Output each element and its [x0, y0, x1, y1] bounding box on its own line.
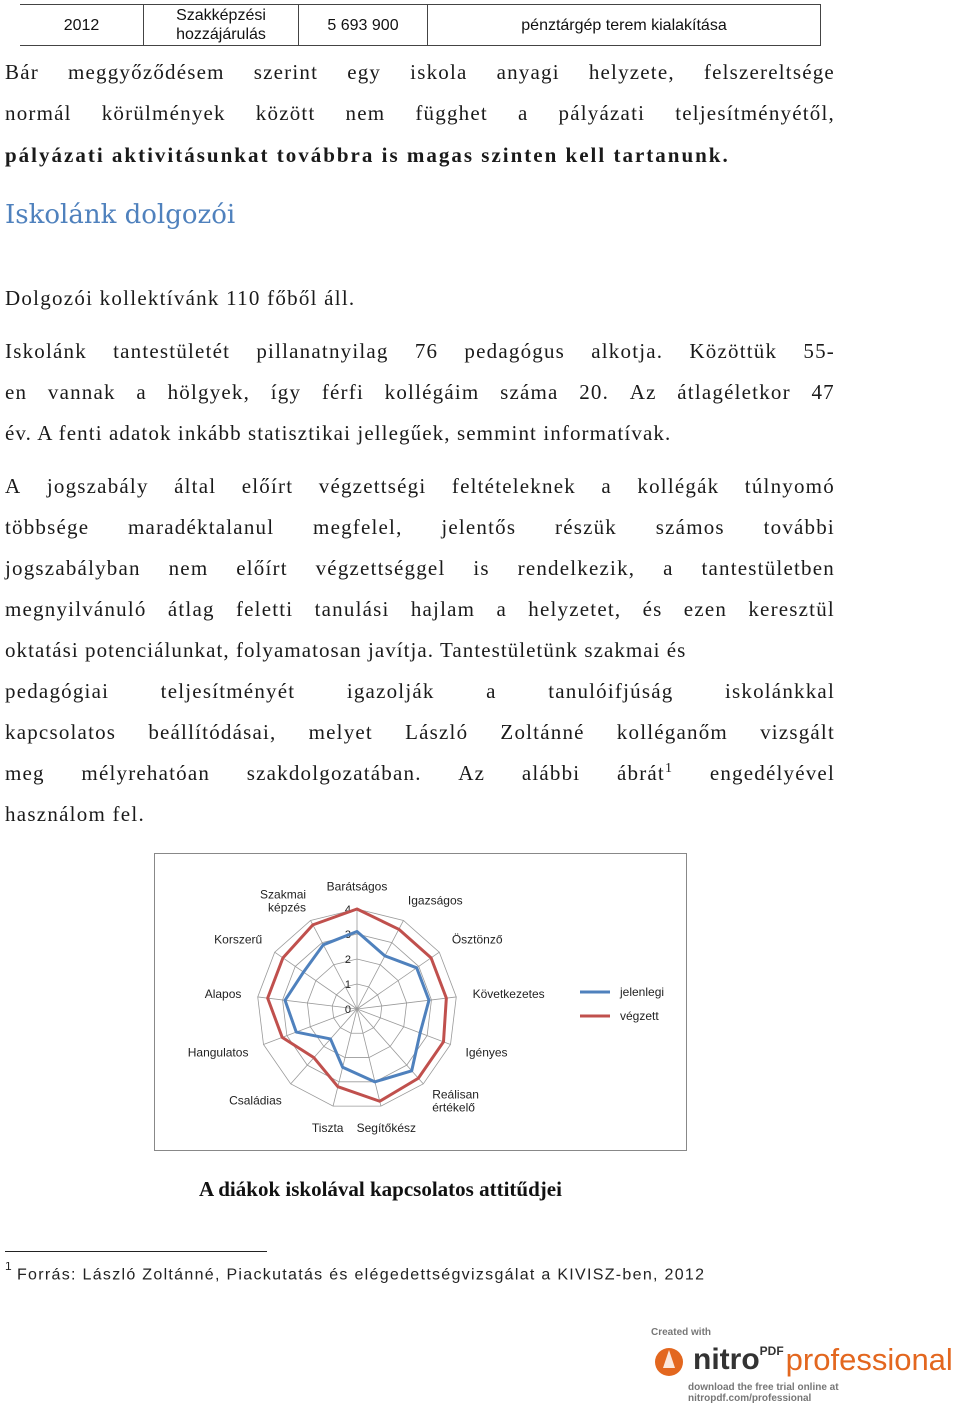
header-purpose: pénztárgép terem kialakítása — [428, 5, 821, 46]
word: kollégáim — [384, 380, 480, 404]
word: meggyőződésem — [67, 60, 225, 84]
paragraph2-line6 — [5, 679, 835, 704]
word: körülmények — [101, 101, 226, 125]
word: pályázati — [558, 101, 646, 125]
radar-chart — [155, 854, 686, 1150]
word: vizsgált — [760, 720, 835, 744]
category-label — [452, 932, 503, 946]
word: túlnyomó — [744, 474, 835, 498]
word: is — [473, 556, 490, 580]
word: Iskolánk — [5, 339, 87, 363]
word: így — [270, 380, 302, 404]
word: számos — [655, 515, 725, 539]
word: megfelel, — [313, 515, 403, 539]
word: átlag — [167, 597, 215, 621]
word: pedagógus — [464, 339, 566, 363]
word: többsége — [5, 515, 90, 539]
tick-label: 2 — [344, 954, 351, 966]
category-label — [357, 1121, 416, 1135]
word: igazolják — [346, 679, 435, 703]
data-point — [384, 955, 386, 957]
category-label-line: Korszerű — [214, 932, 263, 947]
paragraph1-line1 — [5, 60, 835, 85]
paragraph2-line3 — [5, 556, 835, 581]
data-point — [415, 967, 417, 969]
category-label — [466, 1045, 508, 1059]
watermark-brand: nitro — [693, 1343, 760, 1376]
data-point — [428, 999, 430, 1001]
word: rendelkezik, — [517, 556, 636, 580]
staff-line2 — [5, 380, 835, 405]
word: anyagi — [496, 60, 560, 84]
footnote-ref[interactable]: 1 — [664, 761, 674, 776]
data-point — [356, 908, 358, 910]
data-point — [430, 957, 432, 959]
paragraph2-line8 — [5, 761, 835, 786]
watermark-logo — [651, 1340, 953, 1380]
radar-chart-frame — [154, 853, 687, 1151]
word: által — [174, 474, 217, 498]
word: pedagógiai — [5, 679, 110, 703]
paragraph2-line4 — [5, 597, 835, 622]
word: 47 — [811, 380, 835, 404]
word: a — [486, 679, 497, 703]
grid-spoke — [357, 1009, 451, 1044]
word: előírt — [241, 474, 294, 498]
word: A — [5, 474, 22, 498]
category-label-line: Szakmai — [260, 887, 307, 902]
header-amount: 5 693 900 — [299, 5, 428, 46]
footnote-text: Forrás: László Zoltánné, Piackutatás és elégedettségvizsgálat a KIVISZ-ben, 2012 — [16, 1266, 706, 1284]
paragraph2-line5: oktatási potenciálunkat, folyamatosan javítja. Tantestületünk szakmai és — [5, 638, 687, 662]
word: nem — [168, 556, 209, 580]
legend-label: jelenlegi — [620, 985, 665, 999]
category-label — [229, 1094, 282, 1108]
header-year: 2012 — [20, 5, 144, 46]
category-label-line: Igényes — [465, 1045, 508, 1060]
word: vannak — [47, 380, 116, 404]
word: keresztül — [748, 597, 835, 621]
word: jogszabályban — [5, 556, 141, 580]
data-point — [266, 997, 268, 999]
category-label-line: Alapos — [204, 987, 242, 1002]
word: teljesítményétől, — [675, 101, 835, 125]
tick-label: 1 — [344, 979, 351, 991]
word: a — [601, 474, 612, 498]
paragraph1-line3: pályázati aktivitásunkat továbbra is magas szinten kell tartanunk. — [5, 143, 730, 167]
paragraph1-line2 — [5, 101, 835, 126]
word: kolléganőm — [616, 720, 728, 744]
data-point — [302, 971, 304, 973]
data-point — [419, 1032, 421, 1034]
footnote-rule — [5, 1251, 267, 1252]
category-label-line: Reálisan — [432, 1087, 479, 1102]
word: végzettségi — [318, 474, 427, 498]
section-heading: Iskolánk dolgozói — [5, 200, 236, 230]
category-label — [205, 987, 242, 1001]
category-label-line: Hangulatos — [187, 1045, 249, 1060]
word: hölgyek, — [167, 380, 251, 404]
word: között — [255, 101, 316, 125]
word: függhet — [415, 101, 488, 125]
paragraph2-line9: használom fel. — [5, 802, 145, 826]
word: száma — [500, 380, 559, 404]
word: szerint — [253, 60, 319, 84]
header-label — [144, 5, 299, 46]
word: kollégák — [637, 474, 720, 498]
data-point — [341, 1066, 343, 1068]
word: előírt — [236, 556, 288, 580]
data-point — [281, 1036, 283, 1038]
watermark-created-with: Created with — [651, 1327, 712, 1338]
category-label — [408, 894, 463, 908]
data-point — [356, 930, 358, 932]
figure-caption: A diákok iskolával kapcsolatos attitűdjei — [199, 1177, 562, 1201]
staff-line1 — [5, 339, 835, 364]
word: kapcsolatos — [5, 720, 117, 744]
category-label — [473, 987, 545, 1001]
word: tanulási — [314, 597, 390, 621]
word: nem — [345, 101, 386, 125]
watermark-tagline: download the free trial online at nitropdf.com/professional — [688, 1382, 839, 1404]
word: alkotja. — [591, 339, 664, 363]
word: normál — [5, 101, 72, 125]
category-label-line: Következetes — [472, 987, 545, 1002]
grid-spoke — [291, 1009, 357, 1084]
category-label-line: Tiszta — [311, 1120, 344, 1135]
word: és — [642, 597, 663, 621]
category-label-line: Igazságos — [407, 893, 463, 908]
word: Az — [458, 761, 486, 785]
category-label-line: Barátságos — [326, 879, 388, 894]
word: helyzetet, — [528, 597, 622, 621]
category-label — [260, 888, 306, 915]
data-point — [329, 1038, 331, 1040]
word: a — [517, 101, 529, 125]
word: melyet — [308, 720, 373, 744]
word: átlagéletkor — [677, 380, 791, 404]
data-point — [312, 924, 314, 926]
word: helyzete, — [588, 60, 675, 84]
paragraph2-line2 — [5, 515, 835, 540]
data-point — [322, 944, 324, 946]
data-point — [313, 1056, 315, 1058]
staff-sentence1: Dolgozói kollektívánk 110 főből áll. — [5, 286, 356, 310]
word: feletti — [235, 597, 294, 621]
word: tantestületben — [701, 556, 835, 580]
data-point — [282, 957, 284, 959]
word: a — [136, 380, 147, 404]
watermark-product: professional — [785, 1342, 953, 1377]
word: Az — [629, 380, 657, 404]
legend-label: végzett — [620, 1009, 659, 1023]
tick-label: 4 — [344, 904, 351, 916]
header-table — [20, 4, 821, 46]
data-point — [374, 1081, 376, 1083]
tick-label: 0 — [344, 1004, 351, 1016]
word: tantestületét — [113, 339, 231, 363]
word: teljesítményét — [160, 679, 296, 703]
word: Bár — [5, 60, 39, 84]
tick-label: 3 — [344, 929, 351, 941]
word: feltételeknek — [451, 474, 576, 498]
word: iskolánkkal — [724, 679, 835, 703]
word: egy — [347, 60, 382, 84]
word: további — [763, 515, 835, 539]
category-label-line: Segítőkész — [356, 1120, 417, 1135]
category-label — [188, 1045, 249, 1059]
nitro-flame-icon — [651, 1342, 687, 1378]
word: beállítódásai, — [148, 720, 277, 744]
category-label — [312, 1121, 344, 1135]
header-label-line2: hozzájárulás — [176, 26, 266, 43]
word: iskola — [410, 60, 468, 84]
data-point — [284, 999, 286, 1001]
word: felszereltsége — [703, 60, 835, 84]
word: ezen — [683, 597, 728, 621]
footnote — [5, 1262, 705, 1284]
footnote-mark: 1 — [5, 1262, 13, 1273]
category-label-line: Családias — [229, 1093, 282, 1108]
paragraph2-line1 — [5, 474, 835, 499]
word: László — [405, 720, 469, 744]
data-point — [417, 1077, 419, 1079]
data-point — [337, 1085, 339, 1087]
data-point — [411, 1070, 413, 1072]
grid-spoke — [357, 1009, 423, 1084]
word: jogszabály — [46, 474, 149, 498]
word: 76 — [414, 339, 439, 363]
word: ábrát$^1$ — [616, 761, 674, 785]
word: hajlam — [410, 597, 476, 621]
word: Zoltánné — [500, 720, 585, 744]
category-label — [214, 932, 262, 946]
paragraph2-line7 — [5, 720, 835, 745]
word: 20. — [579, 380, 610, 404]
word: en — [5, 380, 28, 404]
category-label-line: értékelő — [432, 1100, 475, 1115]
word: férfi — [321, 380, 364, 404]
word: szakdolgozatában. — [246, 761, 422, 785]
word: meg — [5, 761, 45, 785]
paragraph2-line8-end: engedélyével — [709, 761, 835, 785]
watermark-pdf: PDF — [759, 1344, 784, 1358]
word: a — [496, 597, 507, 621]
word: a — [663, 556, 674, 580]
word: 55- — [803, 339, 835, 363]
category-label — [327, 880, 388, 894]
grid-spoke — [357, 920, 403, 1009]
category-label-line: Ösztönző — [451, 932, 503, 947]
data-point — [398, 928, 400, 930]
word: Közöttük — [689, 339, 778, 363]
word: maradéktalanul — [128, 515, 275, 539]
word: alábbi — [521, 761, 581, 785]
header-label-line1: Szakképzési — [176, 7, 266, 24]
word: végzettséggel — [315, 556, 446, 580]
data-point — [295, 1031, 297, 1033]
word: megnyilvánuló — [5, 597, 147, 621]
category-label-line: képzés — [268, 900, 307, 915]
word: jelentős — [441, 515, 517, 539]
category-label — [432, 1088, 479, 1115]
data-point — [442, 1041, 444, 1043]
word: pillanatnyilag — [256, 339, 389, 363]
data-point — [445, 997, 447, 999]
word: mélyrehatóan — [81, 761, 211, 785]
word: tanulóifjúság — [548, 679, 674, 703]
data-point — [379, 1100, 381, 1102]
word: részük — [555, 515, 618, 539]
staff-line3: év. A fenti adatok inkább statisztikai jellegűek, semmint informatívak. — [5, 421, 672, 445]
